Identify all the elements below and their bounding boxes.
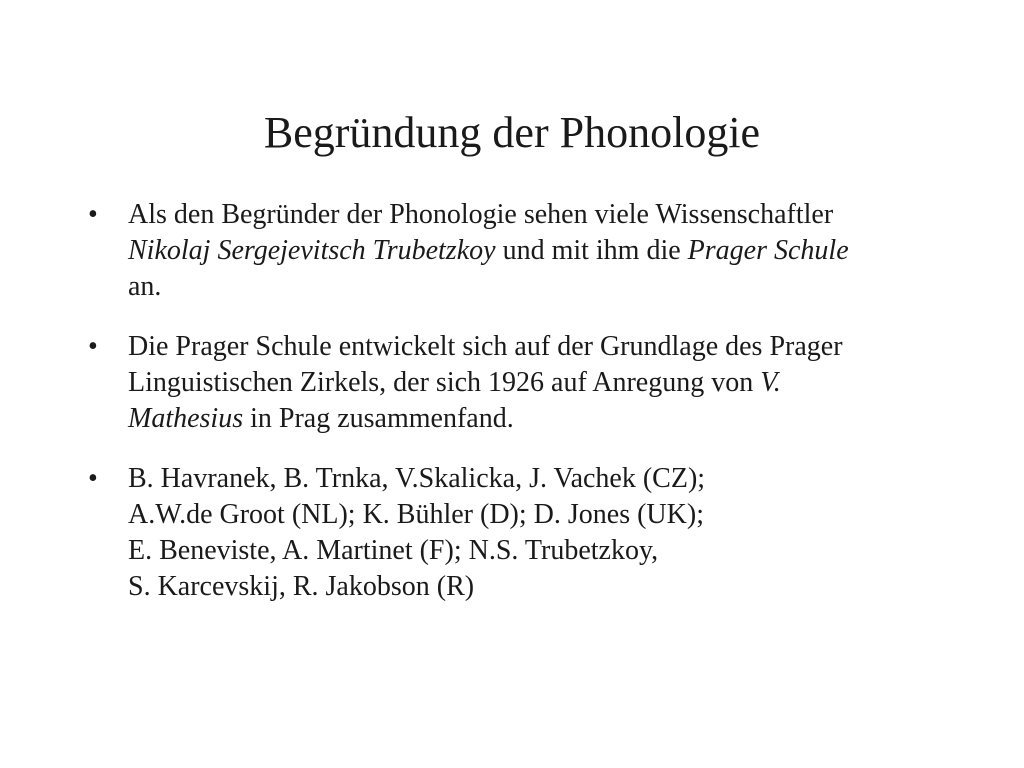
line-text: in Prag zusammenfand. <box>243 403 514 434</box>
line-text: E. Beneviste, A. Martinet (F); N.S. Trubetzkoy, <box>128 535 659 566</box>
line-text: S. Karcevskij, R. Jakobson (R) <box>128 571 475 602</box>
bullet-icon: • <box>88 331 98 362</box>
person-name: Mathesius <box>128 403 244 434</box>
bullet-item-members <box>88 461 1018 605</box>
bullet-item-prager-schule <box>88 329 1018 437</box>
bullet-line <box>128 533 1018 569</box>
school-name: Prager Schule <box>687 235 849 266</box>
person-name: Nikolaj Sergejevitsch Trubetzkoy <box>128 235 496 266</box>
line-text: B. Havranek, B. Trnka, V.Skalicka, J. Vachek (CZ); <box>128 463 706 494</box>
bullet-icon: • <box>88 199 98 230</box>
bullet-line <box>128 197 1018 233</box>
bullet-icon: • <box>88 463 98 494</box>
person-initial: V. <box>760 367 781 398</box>
line-text: Die Prager Schule entwickelt sich auf der Grundlage des Prager <box>128 331 843 362</box>
line-text: A.W.de Groot (NL); K. Bühler (D); D. Jones (UK); <box>128 499 704 530</box>
line-text: und mit ihm die <box>495 235 688 266</box>
line-text: an. <box>128 271 162 302</box>
bullet-line <box>128 365 1018 401</box>
bullet-list <box>88 197 1018 629</box>
line-text: Linguistischen Zirkels, der sich 1926 auf Anregung von <box>128 367 761 398</box>
line-text: Als den Begründer der Phonologie sehen viele Wissenschaftler <box>128 199 834 230</box>
bullet-line <box>128 233 1018 269</box>
bullet-line <box>128 401 1018 437</box>
bullet-line <box>128 461 1018 497</box>
bullet-line <box>128 497 1018 533</box>
bullet-line <box>128 329 1018 365</box>
bullet-line <box>128 569 1018 605</box>
bullet-line <box>128 269 1018 305</box>
bullet-item-trubetzkoy <box>88 197 1018 305</box>
slide-title: Begründung der Phonologie <box>263 108 761 157</box>
